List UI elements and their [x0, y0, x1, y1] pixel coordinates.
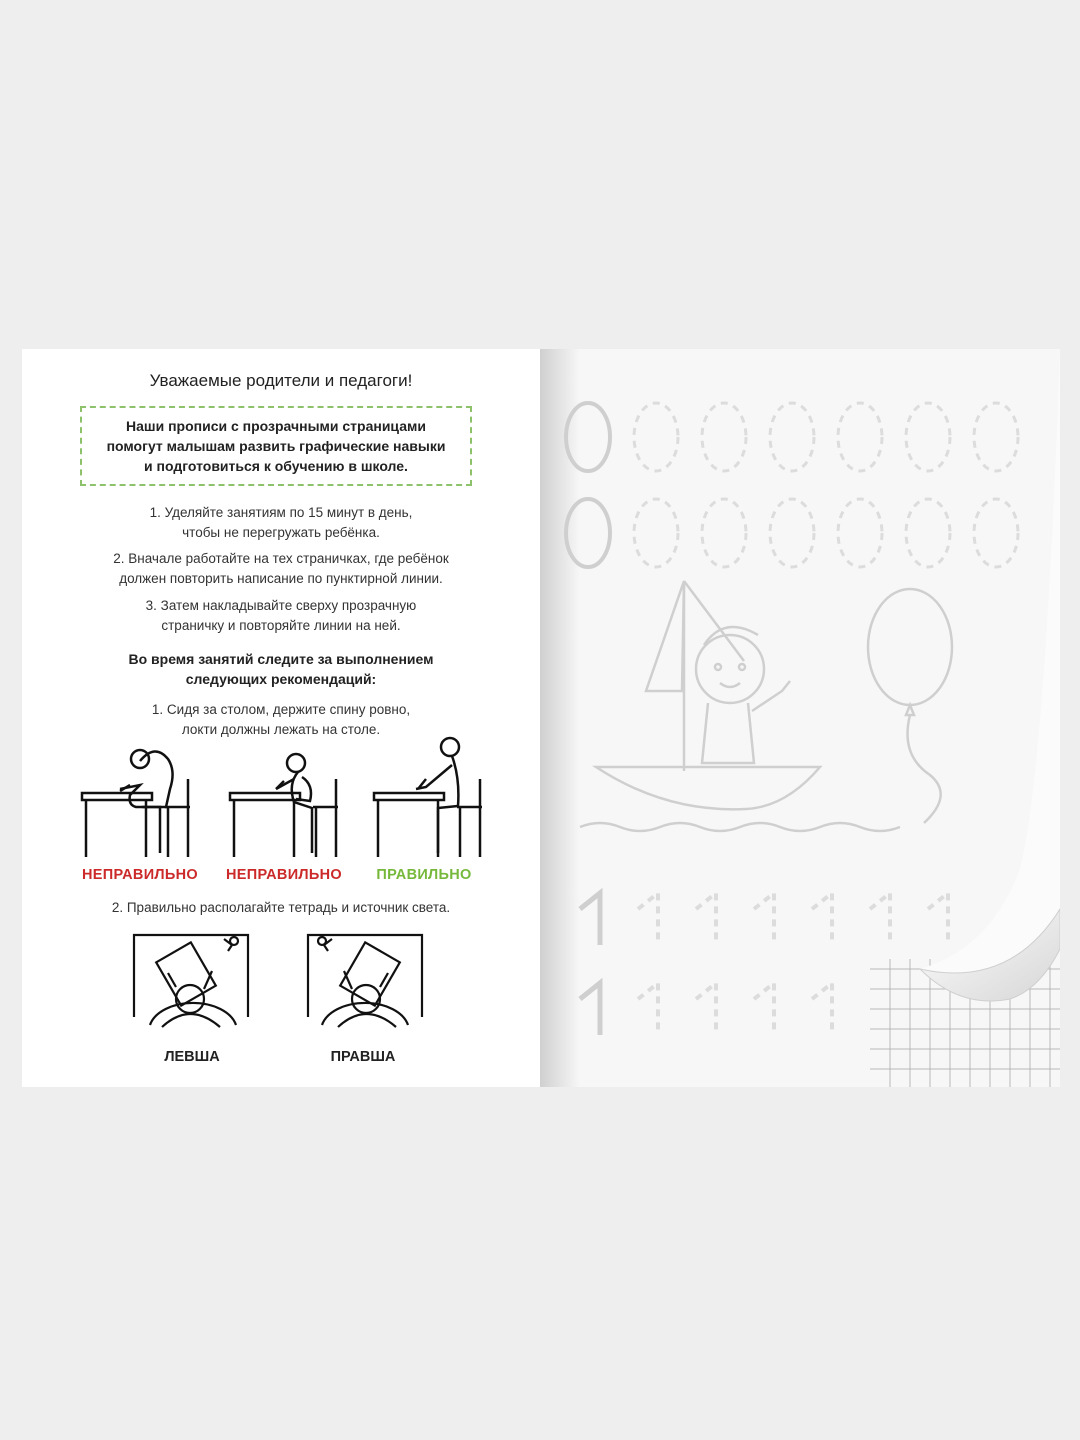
recommendations-heading: Во время занятий следите за выполнением следующих рекомендаций:	[128, 651, 434, 687]
step-2: 2. Вначале работайте на тех страничках, где ребёнок должен повторить написание по пунктирной линии.	[113, 551, 449, 586]
right-page-transparent-sheet	[540, 349, 1060, 1087]
posture-label-correct: ПРАВИЛЬНО	[376, 867, 472, 883]
intro-frame	[80, 406, 472, 486]
book-spread	[22, 349, 1060, 1087]
posture-wrong-1-illustration	[80, 741, 200, 861]
hand-label-left: ЛЕВША	[164, 1049, 220, 1065]
page-curl	[540, 349, 1060, 1087]
rec-1: 1. Сидя за столом, держите спину ровно, локти должны лежать на столе.	[151, 702, 411, 737]
hand-label-right: ПРАВША	[330, 1049, 396, 1065]
right-handed-desk-illustration	[306, 931, 426, 1041]
intro-text: Наши прописи с прозрачными страницами помогут малышам развить графические навыки и подготовиться к обучению в школе.	[106, 418, 446, 474]
posture-label-wrong-2: НЕПРАВИЛЬНО	[226, 867, 342, 883]
posture-correct-illustration	[372, 735, 492, 861]
step-3: 3. Затем накладывайте сверху прозрачную страничку и повторяйте линии на ней.	[145, 598, 417, 633]
left-handed-desk-illustration	[132, 931, 252, 1041]
step-1: 1. Уделяйте занятиям по 15 минут в день, чтобы не перегружать ребёнка.	[149, 505, 413, 540]
page-title: Уважаемые родители и педагоги!	[149, 371, 413, 390]
left-page	[22, 349, 540, 1087]
posture-wrong-2-illustration	[228, 741, 348, 861]
rec-2: 2. Правильно располагайте тетрадь и источник света.	[111, 900, 451, 915]
posture-label-wrong-1: НЕПРАВИЛЬНО	[82, 867, 198, 883]
